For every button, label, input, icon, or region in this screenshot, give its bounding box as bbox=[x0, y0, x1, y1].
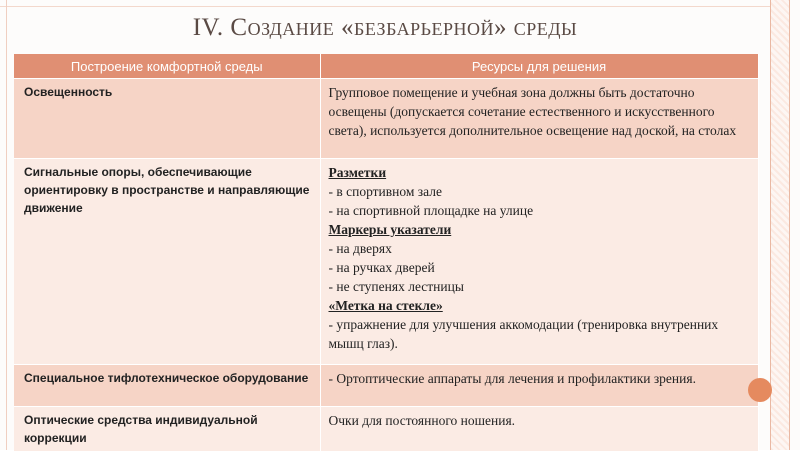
row-signals-label: Сигнальные опоры, обеспечивающие ориентировку в пространстве и направляющие движение bbox=[14, 159, 320, 365]
group-heading-markers: Маркеры указатели bbox=[329, 220, 750, 239]
list-item: - на спортивной площадке на улице bbox=[329, 201, 750, 220]
list-item: - упражнение для улучшения аккомодации (тренировка внутренних мышц глаз). bbox=[329, 315, 750, 353]
list-item: - не ступенях лестницы bbox=[329, 277, 750, 296]
table-row bbox=[14, 365, 758, 407]
row-typhlotech-label: Специальное тифлотехническое оборудование bbox=[14, 365, 320, 407]
group-heading-glass-mark: «Метка на стекле» bbox=[329, 296, 750, 315]
row-signals-resources bbox=[320, 159, 758, 365]
decorative-top-line bbox=[0, 6, 770, 7]
row-optical-resources: Очки для постоянного ношения. bbox=[320, 407, 758, 451]
row-lighting-resources: Групповое помещение и учебная зона должны быть достаточно освещены (допускается сочетание естественного и искусственного света), используется дополнительное освещение над доской, на столах bbox=[320, 79, 758, 159]
table-row bbox=[14, 79, 758, 159]
row-lighting-label: Освещенность bbox=[14, 79, 320, 159]
table-header-row bbox=[14, 54, 758, 79]
resources-table bbox=[14, 54, 759, 451]
list-item: - на ручках дверей bbox=[329, 258, 750, 277]
list-item: - на дверях bbox=[329, 239, 750, 258]
row-typhlotech-resources: - Ортоптические аппараты для лечения и профилактики зрения. bbox=[320, 365, 758, 407]
header-resources: Ресурсы для решения bbox=[320, 54, 758, 79]
decorative-left-line bbox=[6, 0, 7, 450]
list-item: - в спортивном зале bbox=[329, 182, 750, 201]
table-row bbox=[14, 407, 758, 451]
table-row bbox=[14, 159, 758, 365]
decorative-circle bbox=[748, 378, 772, 402]
decorative-right-border bbox=[770, 0, 790, 450]
header-comfort-environment: Построение комфортной среды bbox=[14, 54, 320, 79]
group-heading-markings: Разметки bbox=[329, 163, 750, 182]
row-optical-label: Оптические средства индивидуальной коррекции bbox=[14, 407, 320, 451]
slide-title: IV. Создание «безбарьерной» среды bbox=[0, 14, 770, 42]
